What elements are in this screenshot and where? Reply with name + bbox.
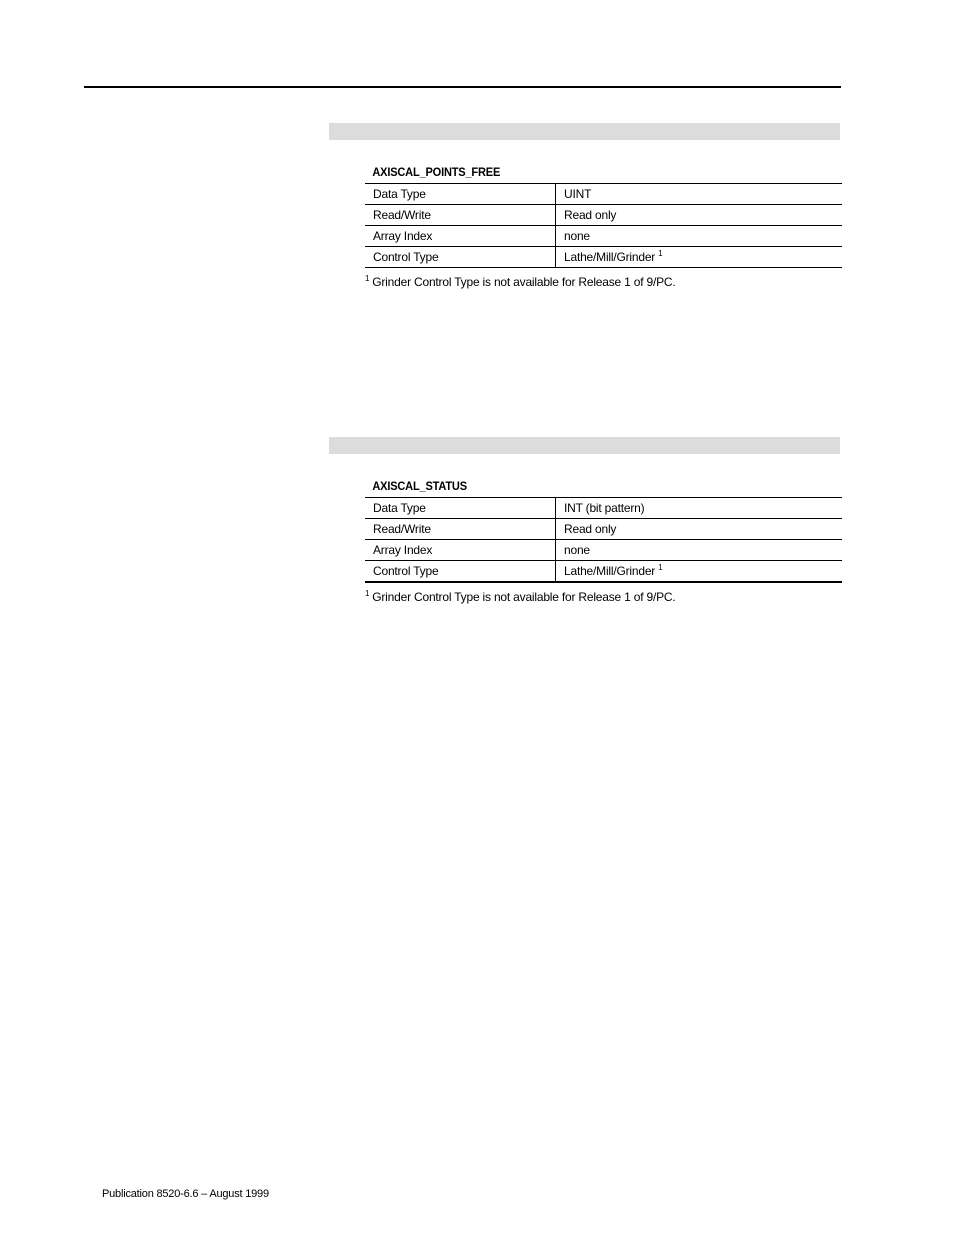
row-value: Read only bbox=[556, 205, 843, 226]
row-value: INT (bit pattern) bbox=[556, 498, 843, 519]
footnote-ref: 1 bbox=[658, 563, 663, 572]
parameter-table bbox=[365, 183, 842, 268]
footnote-text: Grinder Control Type is not available for Release 1 of 9/PC. bbox=[372, 590, 676, 604]
row-key: Read/Write bbox=[365, 519, 556, 540]
row-key: Data Type bbox=[365, 498, 556, 519]
row-value: Lathe/Mill/Grinder $^1$ bbox=[556, 247, 843, 268]
table-row bbox=[365, 540, 842, 561]
section-header-bar bbox=[329, 123, 840, 140]
footnote-marker: 1 bbox=[365, 589, 370, 598]
publication-footer: Publication 8520-6.6 – August 1999 bbox=[102, 1188, 269, 1200]
table-row bbox=[365, 184, 842, 205]
row-value: none bbox=[556, 540, 843, 561]
table-row bbox=[365, 247, 842, 268]
row-key: Read/Write bbox=[365, 205, 556, 226]
footnote-text: Grinder Control Type is not available for Release 1 of 9/PC. bbox=[372, 275, 676, 289]
row-value: UINT bbox=[556, 184, 843, 205]
section-header-bar bbox=[329, 437, 840, 454]
parameter-block-axiscal-points-free bbox=[365, 164, 842, 289]
row-key: Control Type bbox=[365, 561, 556, 583]
row-key: Array Index bbox=[365, 226, 556, 247]
footnote-marker: 1 bbox=[365, 274, 370, 283]
table-row bbox=[365, 498, 842, 519]
row-key: Data Type bbox=[365, 184, 556, 205]
table-row bbox=[365, 519, 842, 540]
row-key: Array Index bbox=[365, 540, 556, 561]
parameter-name: AXISCAL_STATUS bbox=[372, 479, 467, 493]
table-row bbox=[365, 561, 842, 583]
parameter-table bbox=[365, 497, 842, 583]
footnote bbox=[365, 275, 842, 289]
table-row bbox=[365, 226, 842, 247]
footnote-ref: 1 bbox=[658, 249, 663, 258]
row-value: Lathe/Mill/Grinder $^1$ bbox=[556, 561, 843, 583]
parameter-block-axiscal-status bbox=[365, 478, 842, 604]
row-value: none bbox=[556, 226, 843, 247]
row-value: Read only bbox=[556, 519, 843, 540]
header-rule bbox=[84, 86, 841, 88]
row-key: Control Type bbox=[365, 247, 556, 268]
footnote bbox=[365, 590, 842, 604]
table-row bbox=[365, 205, 842, 226]
parameter-name: AXISCAL_POINTS_FREE bbox=[372, 165, 501, 179]
